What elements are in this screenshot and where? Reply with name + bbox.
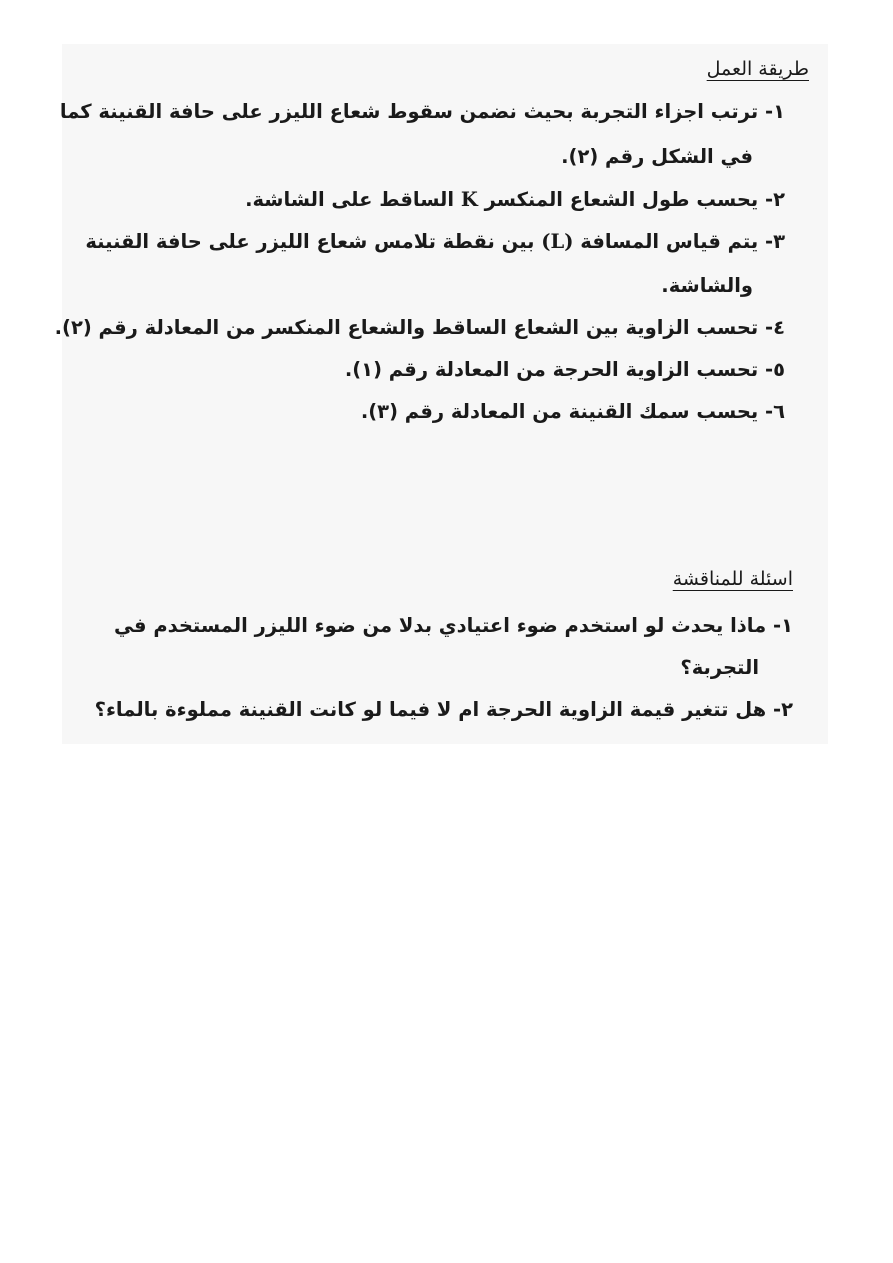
procedure-step-3-text-before: ٣- يتم قياس المسافة	[580, 230, 785, 253]
procedure-step-3-text-after: بين نقطة تلامس شعاع الليزر على حافة القنينة	[85, 230, 535, 253]
discussion-question-1-line-2: التجربة؟	[680, 656, 759, 679]
symbol-l: (L)	[541, 230, 574, 253]
procedure-step-2-text-after: الساقط على الشاشة.	[245, 188, 455, 211]
procedure-step-3-line-2: والشاشة.	[661, 274, 753, 297]
procedure-step-1-line-1: ١- ترتب اجزاء التجربة بحيث نضمن سقوط شعاع الليزر على حافة القنينة كما	[59, 100, 785, 123]
procedure-step-1-line-2: في الشكل رقم (٢).	[561, 145, 753, 168]
discussion-question-1-line-1: ١- ماذا يحدث لو استخدم ضوء اعتيادي بدلا من ضوء الليزر المستخدم في	[114, 614, 793, 637]
procedure-step-3-line-1	[85, 230, 785, 253]
discussion-heading: اسئلة للمناقشة	[672, 568, 793, 590]
procedure-step-6: ٦- يحسب سمك القنينة من المعادلة رقم (٣).	[360, 400, 785, 423]
procedure-step-5: ٥- تحسب الزاوية الحرجة من المعادلة رقم (١).	[344, 358, 785, 381]
procedure-step-2-text-before: ٢- يحسب طول الشعاع المنكسر	[484, 188, 785, 211]
procedure-step-4: ٤- تحسب الزاوية بين الشعاع الساقط والشعاع المنكسر من المعادلة رقم (٢).	[54, 316, 785, 339]
discussion-question-2: ٢- هل تتغير قيمة الزاوية الحرجة ام لا فيما لو كانت القنينة مملوءة بالماء؟	[94, 698, 793, 721]
procedure-heading: طريقة العمل	[706, 58, 809, 80]
procedure-step-2	[245, 188, 785, 211]
symbol-k: K	[460, 188, 478, 211]
